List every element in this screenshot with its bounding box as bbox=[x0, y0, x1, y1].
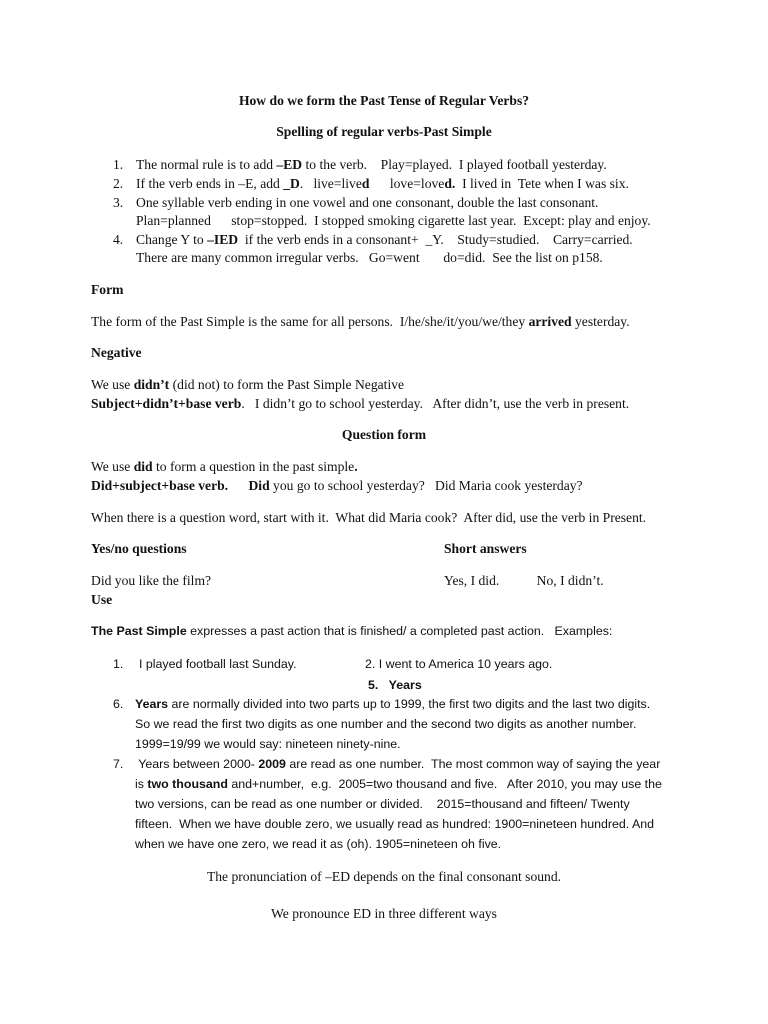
page-subtitle: Spelling of regular verbs-Past Simple bbox=[276, 124, 492, 139]
years-heading: 5. Years bbox=[368, 678, 422, 692]
list-number: 1. bbox=[113, 657, 124, 671]
list-number: 7. bbox=[113, 757, 124, 771]
pronunciation-text: We pronounce ED in three different ways bbox=[271, 906, 497, 921]
list-item: One syllable verb ending in one vowel and one consonant, double the last consonant. bbox=[136, 195, 599, 210]
pronunciation-text: The pronunciation of –ED depends on the final consonant sound. bbox=[206, 869, 562, 884]
question-text: We use did to form a question in the past simple. bbox=[91, 459, 358, 474]
negative-heading: Negative bbox=[91, 345, 142, 360]
list-item-continuation: So we read the first two digits as one number and the second two digits as another number. bbox=[135, 717, 637, 731]
list-item: If the verb ends in –E, add _D. live=lived love=loved. I lived in Tete when I was six. bbox=[136, 176, 629, 191]
list-number: 1. bbox=[113, 157, 124, 172]
use-example: 2. I went to America 10 years ago. bbox=[365, 657, 553, 671]
list-item: The normal rule is to add –ED to the verb. Play=played. I played football yesterday. bbox=[136, 157, 607, 172]
list-number: 2. bbox=[113, 176, 124, 191]
list-number: 4. bbox=[113, 232, 124, 247]
yesno-heading: Yes/no questions bbox=[91, 541, 187, 556]
question-word-text: When there is a question word, start with it. What did Maria cook? After did, use the verb in Present. bbox=[91, 510, 647, 525]
list-item-continuation: 1999=19/99 we would say: nineteen ninety-nine. bbox=[135, 737, 401, 751]
use-text: The Past Simple expresses a past action that is finished/ a completed past action. Examples: bbox=[91, 624, 613, 638]
list-item-continuation: Plan=planned stop=stopped. I stopped smoking cigarette last year. Except: play and enjoy. bbox=[136, 213, 651, 228]
page-title: How do we form the Past Tense of Regular Verbs? bbox=[238, 93, 530, 108]
yesno-example: Did you like the film? bbox=[91, 573, 212, 588]
form-heading: Form bbox=[91, 282, 124, 297]
list-number: 3. bbox=[113, 195, 124, 210]
short-answers-heading: Short answers bbox=[444, 541, 527, 556]
list-item-continuation: is two thousand and+number, e.g. 2005=two thousand and five. After 2010, you may use the bbox=[135, 777, 662, 791]
form-text: The form of the Past Simple is the same for all persons. I/he/she/it/you/we/they arrived yesterday. bbox=[91, 314, 630, 329]
list-item-continuation: when we have one zero, we read it as (oh). 1905=nineteen oh five. bbox=[135, 837, 502, 851]
short-answers-example: Yes, I did. No, I didn’t. bbox=[444, 573, 604, 588]
list-item-continuation: fifteen. When we have double zero, we usually read as hundred: 1900=nineteen hundred. And bbox=[135, 817, 655, 831]
use-heading: Use bbox=[91, 592, 113, 607]
use-example: I played football last Sunday. bbox=[139, 657, 297, 671]
question-heading: Question form bbox=[341, 427, 427, 442]
negative-formula: Subject+didn’t+base verb. I didn’t go to school yesterday. After didn’t, use the verb in present. bbox=[91, 396, 630, 411]
question-formula: Did+subject+base verb. Did you go to school yesterday? Did Maria cook yesterday? bbox=[91, 478, 583, 493]
list-item: Years between 2000- 2009 are read as one number. The most common way of saying the year bbox=[135, 757, 661, 771]
list-item-continuation: There are many common irregular verbs. Go=went do=did. See the list on p158. bbox=[136, 250, 603, 265]
list-number: 6. bbox=[113, 697, 124, 711]
negative-text: We use didn’t (did not) to form the Past Simple Negative bbox=[91, 377, 405, 392]
list-item-continuation: two versions, can be read as one number or divided. 2015=thousand and fifteen/ Twenty bbox=[135, 797, 630, 811]
list-item: Years are normally divided into two parts up to 1999, the first two digits and the last two digits. bbox=[135, 697, 651, 711]
list-item: Change Y to –IED if the verb ends in a consonant+ _Y. Study=studied. Carry=carried. bbox=[136, 232, 633, 247]
